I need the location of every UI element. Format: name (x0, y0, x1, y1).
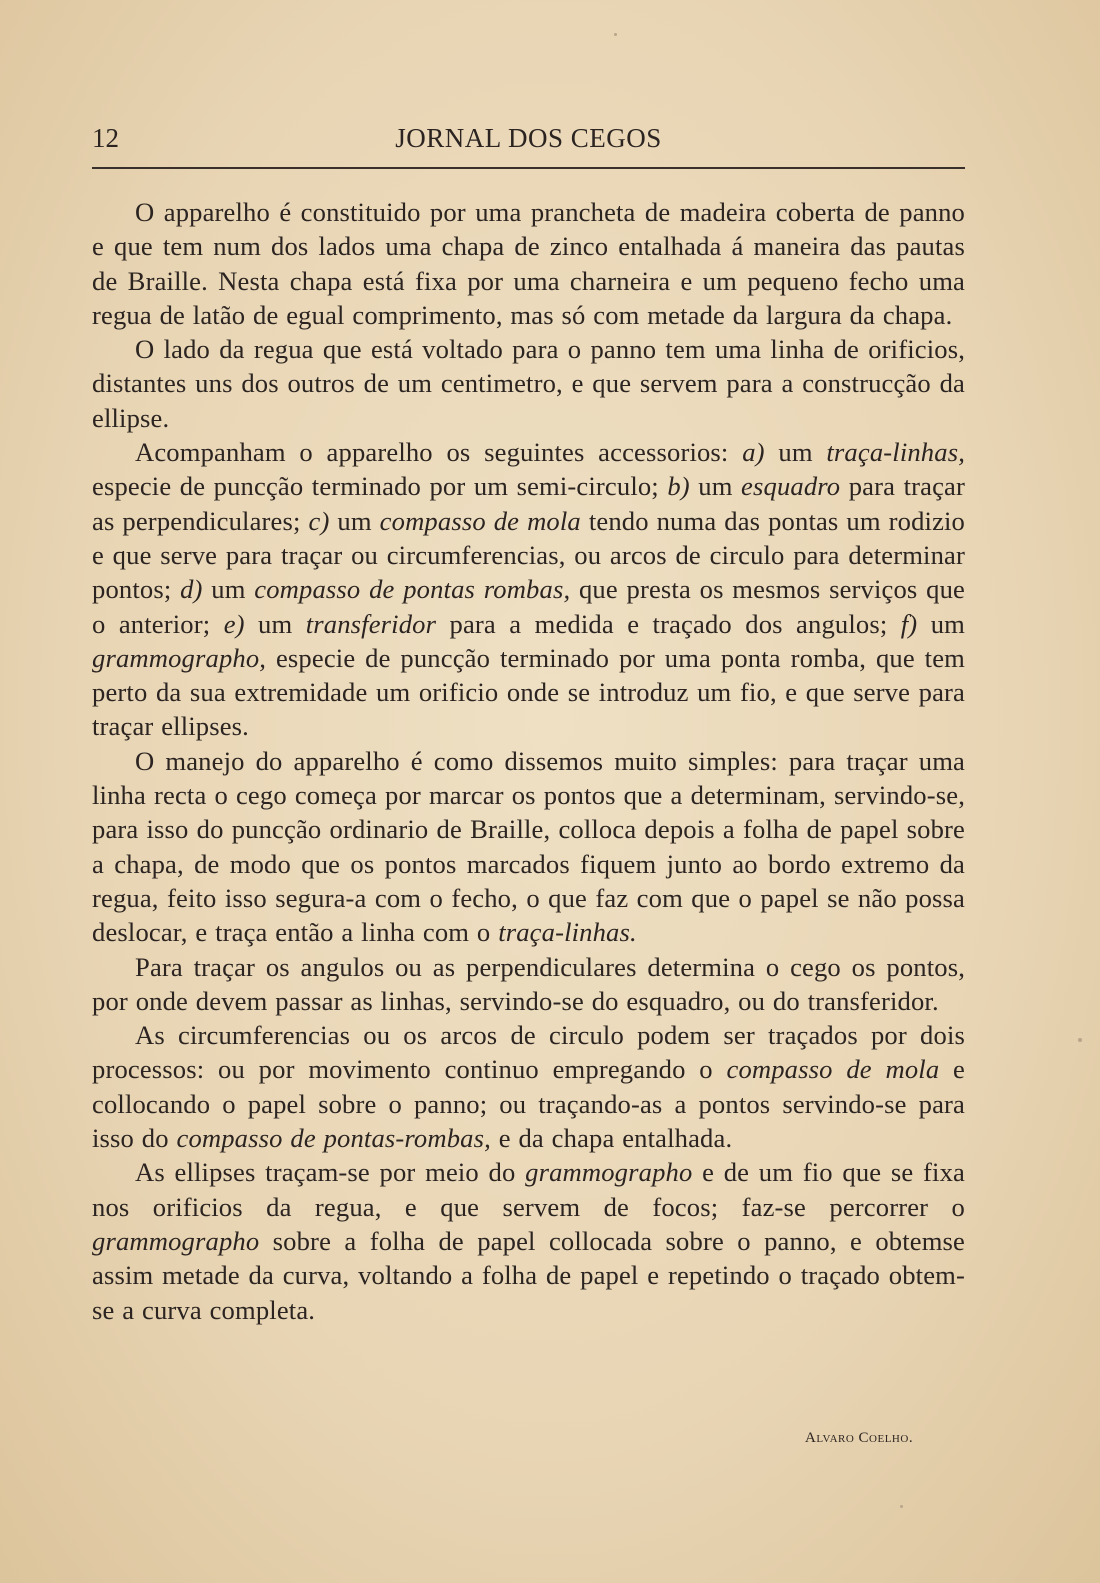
italic-run: esquadro (741, 471, 841, 502)
author-signature: Alvaro Coelho. (805, 1430, 914, 1446)
paragraph-3 (92, 435, 965, 744)
text-run: Acompanham o apparelho os seguintes accessorios: (135, 437, 743, 468)
italic-run: grammographo (525, 1157, 693, 1188)
text-run: um (917, 608, 965, 639)
text-run: As circumferencias ou os arcos de circulo podem ser traçados por dois processos: ou por movimento continuo empregando o (92, 1020, 965, 1085)
text-run: um (202, 574, 255, 605)
paper-speck (614, 33, 617, 36)
text-run: para a medida e traçado dos angulos; (436, 608, 901, 639)
text-run: para traçar as perpendiculares; (92, 471, 965, 536)
paper-speck (1078, 1038, 1082, 1042)
text-run: um (764, 437, 827, 468)
page-number: 12 (92, 123, 119, 153)
italic-run: f) (900, 608, 918, 639)
italic-run: compasso de mola (726, 1054, 940, 1085)
paragraph-1: O apparelho é constituido por uma prancheta de madeira coberta de panno e que tem num dos lados uma chapa de zinco entalhada á maneira das pautas de Braille. Nesta chapa está fixa por uma charneira e um pequeno fecho uma regua de latão de egual comprimento, mas só com metade da largura da chapa. (92, 197, 965, 330)
text-run: especie de puncção terminado por uma ponta romba, que tem perto da sua extremidade um orificio onde se introduz um fio, e que serve para traçar ellipses. (92, 642, 965, 742)
text-run: tendo numa das pontas um rodizio e que serve para traçar ou circumferencias, ou arcos de circulo para determinar pontos; (92, 505, 966, 605)
text-run: que presta os mesmos serviços que o anterior; (92, 574, 965, 639)
text-run: um (689, 471, 742, 502)
paragraph-7 (92, 1155, 965, 1326)
italic-run: grammographo, (92, 642, 267, 673)
italic-run: transferidor (305, 608, 437, 639)
italic-run: compasso de pontas-rombas, (176, 1123, 491, 1154)
article-body (92, 195, 965, 1327)
text-run: e da chapa entalhada. (490, 1123, 733, 1154)
text-run: um (329, 505, 380, 536)
italic-run: d) (180, 574, 203, 605)
text-run: O manejo do apparelho é como dissemos muito simples: para traçar uma linha recta o cego começa por marcar os pontos que a determinam, servindo-se, para isso do puncção ordinario de Braille, colloca depois a folha de papel sobre a chapa, de modo que os pontos marcados fiquem junto ao bordo extremo da regua, feito isso segura-a com o fecho, o que faz com que o papel se não possa deslocar, e traça então a linha com o (92, 745, 965, 948)
header-rule (92, 167, 965, 169)
paragraph-2: O lado da regua que está voltado para o panno tem uma linha de orificios, distantes uns dos outros de um centimetro, e que servem para a construcção da ellipse. (92, 334, 965, 433)
text-run: e de um fio que se fixa nos orificios da regua, e que servem de focos; faz-se percorrer o (92, 1157, 965, 1222)
text-run: um (244, 608, 306, 639)
paragraph-6 (92, 1018, 965, 1155)
text-run: sobre a folha de papel collocada sobre o panno, e obtemse assim metade da curva, voltando a folha de papel e repetindo o traçado obtem-se a curva completa. (92, 1225, 965, 1325)
paragraph-5: Para traçar os angulos ou as perpendiculares determina o cego os pontos, por onde devem passar as linhas, servindo-se do esquadro, ou do transferidor. (92, 951, 965, 1016)
italic-run: b) (667, 471, 690, 502)
paper-speck (900, 1505, 903, 1508)
italic-run: c) (308, 505, 330, 536)
text-run: As ellipses traçam-se por meio do (135, 1157, 526, 1188)
italic-run: e) (223, 608, 245, 639)
running-title: JORNAL DOS CEGOS (395, 123, 662, 153)
italic-run: traça-linhas, (826, 437, 965, 468)
italic-run: compasso de pontas rombas, (254, 574, 571, 605)
italic-run: compasso de mola (379, 505, 581, 536)
text-run: especie de puncção terminado por um semi-circulo; (92, 471, 668, 502)
italic-run: traça-linhas. (498, 917, 637, 948)
italic-run: grammographo (92, 1225, 260, 1256)
page-header (92, 120, 965, 160)
paragraph-4 (92, 744, 965, 950)
italic-run: a) (742, 437, 765, 468)
text-run: e collocando o papel sobre o panno; ou traçando-as a pontos servindo-se para isso do (92, 1054, 965, 1154)
